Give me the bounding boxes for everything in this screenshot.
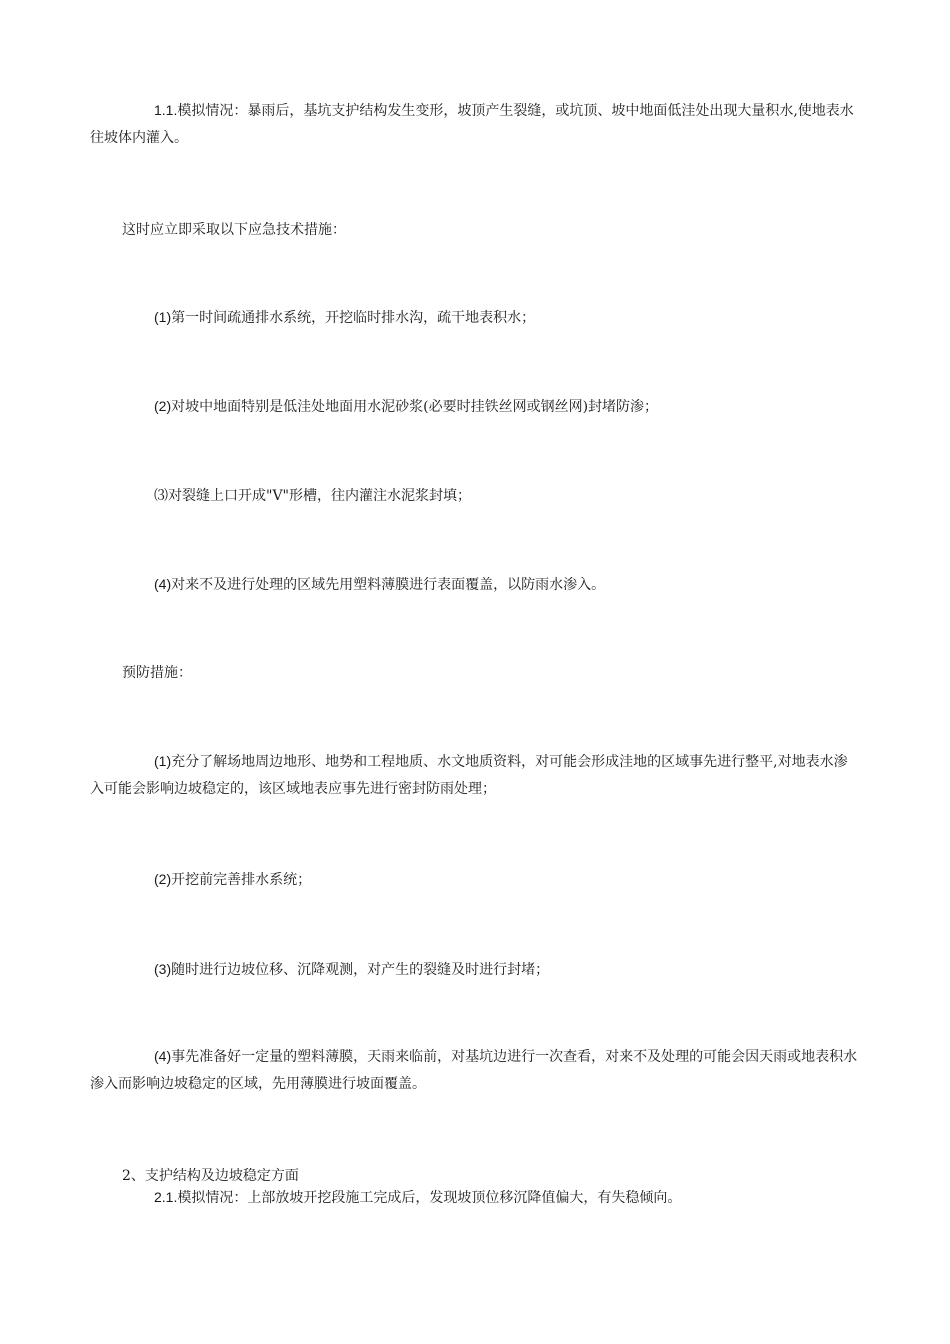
item-number: (4) — [154, 576, 172, 592]
paragraph-text: 对坡中地面特别是低洼处地面用水泥砂浆(必要时挂铁丝网或钢丝网)封堵防渗； — [171, 399, 659, 415]
emergency-item-2 — [90, 393, 860, 421]
paragraph-text: 第一时间疏通排水系统，开挖临时排水沟，疏干地表积水； — [171, 310, 536, 326]
paragraph-text: 开挖前完善排水系统； — [171, 872, 312, 888]
item-number: ⑶ — [154, 487, 168, 503]
paragraph-text: 2、支护结构及边坡稳定方面 — [122, 1168, 299, 1184]
paragraph-text: 对来不及进行处理的区域先用塑料薄膜进行表面覆盖，以防雨水渗入。 — [171, 577, 606, 593]
item-number: (2) — [154, 398, 172, 414]
paragraph-text: 这时应立即采取以下应急技术措施： — [122, 222, 346, 238]
paragraph-text: 预防措施： — [122, 665, 192, 681]
paragraph-text: 充分了解场地周边地形、地势和工程地质、水文地质资料，对可能会形成洼地的区域事先进行整平,对地表水渗入可能会影响边坡稳定的，该区域地表应事先进行密封防雨处理； — [90, 754, 848, 797]
item-number: (1) — [154, 309, 172, 325]
prevention-item-2 — [90, 866, 860, 894]
item-number: 1.1. — [154, 102, 178, 118]
item-number: 2.1. — [154, 1189, 178, 1205]
emergency-item-4 — [90, 571, 860, 599]
item-number: (4) — [154, 1048, 172, 1064]
paragraph-text: 模拟情况：暴雨后，基坑支护结构发生变形，坡顶产生裂缝，或坑顶、坡中地面低洼处出现大量积水,使地表水往坡体内灌入。 — [90, 103, 854, 146]
paragraph-1-1 — [90, 97, 860, 152]
item-number: (3) — [154, 961, 172, 977]
prevention-item-3 — [90, 956, 860, 984]
paragraph-text: 对裂缝上口开成"V"形槽，往内灌注水泥浆封填； — [168, 488, 471, 504]
paragraph-text: 模拟情况：上部放坡开挖段施工完成后，发现坡顶位移沉降值偏大，有失稳倾向。 — [177, 1190, 682, 1206]
paragraph-prevention-intro — [90, 660, 860, 687]
emergency-item-3 — [90, 482, 860, 510]
prevention-item-4 — [90, 1043, 860, 1098]
item-number: (1) — [154, 753, 172, 769]
paragraph-text: 事先准备好一定量的塑料薄膜，天雨来临前，对基坑边进行一次查看，对来不及处理的可能会因天雨或地表积水渗入而影响边坡稳定的区域，先用薄膜进行坡面覆盖。 — [90, 1049, 858, 1092]
paragraph-2-1 — [90, 1184, 860, 1212]
item-number: (2) — [154, 871, 172, 887]
prevention-item-1 — [90, 748, 860, 803]
emergency-item-1 — [90, 304, 860, 332]
paragraph-emergency-intro — [90, 217, 860, 244]
paragraph-text: 随时进行边坡位移、沉降观测，对产生的裂缝及时进行封堵； — [171, 962, 550, 978]
